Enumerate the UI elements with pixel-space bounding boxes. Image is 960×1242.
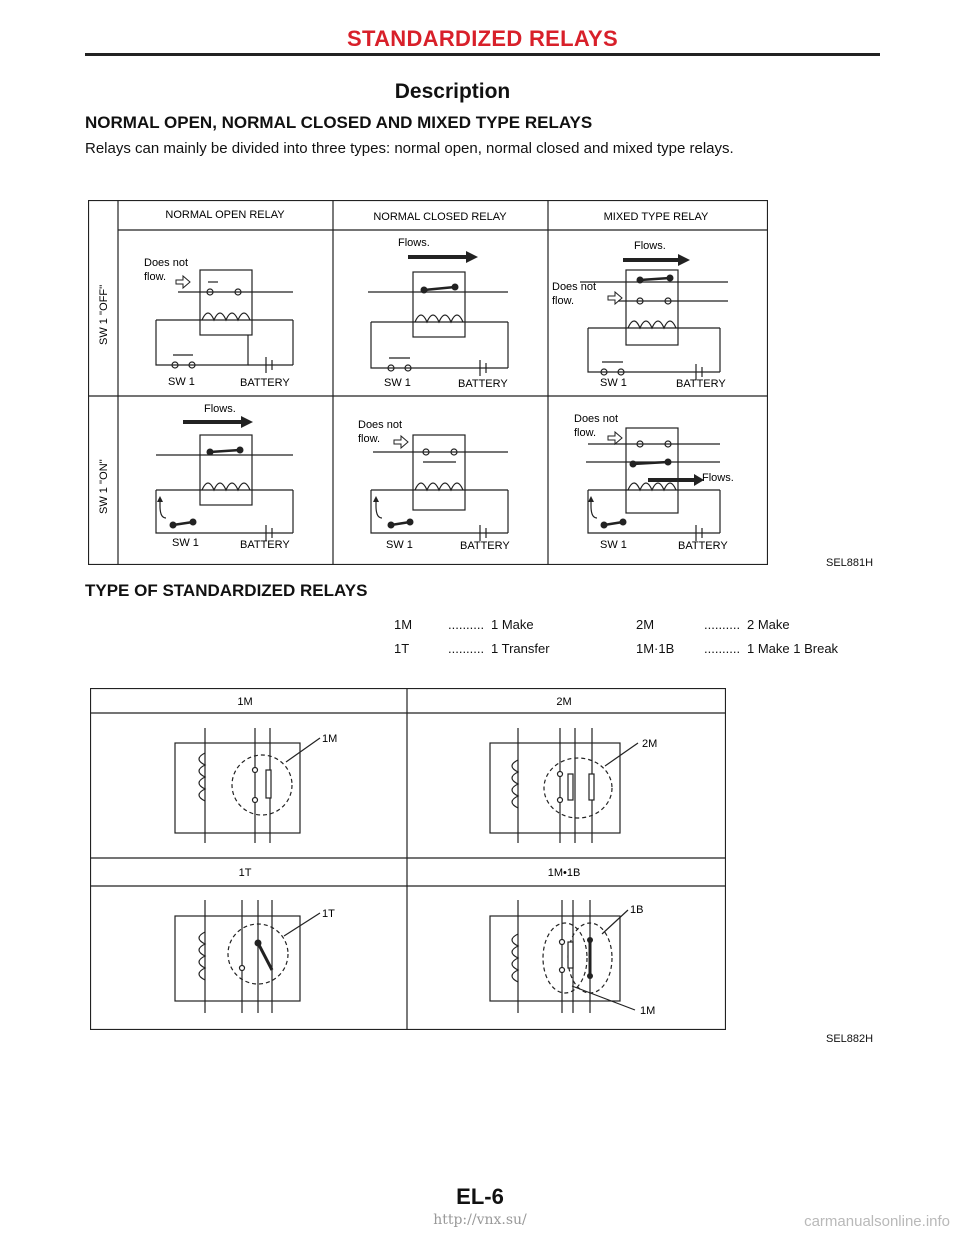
standardized-relays-figure — [90, 688, 726, 1030]
svg-text:BATTERY: BATTERY — [460, 540, 510, 552]
cell-1m-label: 1M — [237, 696, 253, 708]
header-rule — [85, 53, 880, 56]
svg-text:SW 1: SW 1 — [600, 539, 627, 551]
cell-1t-label: 1T — [238, 867, 252, 879]
svg-text:flow.: flow. — [552, 295, 575, 307]
svg-text:Flows.: Flows. — [398, 237, 430, 249]
svg-text:BATTERY: BATTERY — [676, 378, 726, 390]
svg-text:1M: 1M — [322, 733, 338, 745]
svg-text:SW 1: SW 1 — [168, 376, 195, 388]
svg-text:1B: 1B — [630, 904, 644, 916]
cell-1m1b-label: 1M•1B — [547, 867, 581, 879]
relay-types-figure — [88, 200, 768, 565]
svg-text:SW 1: SW 1 — [384, 377, 411, 389]
svg-text:1T: 1T — [322, 908, 335, 920]
col-normal-open: NORMAL OPEN RELAY — [165, 209, 285, 221]
col-mixed: MIXED TYPE RELAY — [603, 211, 709, 223]
svg-text:SW 1: SW 1 — [600, 377, 627, 389]
svg-text:flow.: flow. — [358, 433, 381, 445]
svg-text:1M: 1M — [640, 1005, 656, 1017]
svg-text:SW 1: SW 1 — [386, 539, 413, 551]
page-number: EL-6 — [456, 1184, 504, 1209]
col-normal-closed: NORMAL CLOSED RELAY — [373, 211, 507, 223]
section-title: STANDARDIZED RELAYS — [347, 26, 618, 51]
svg-text:Flows.: Flows. — [702, 472, 734, 484]
svg-text:flow.: flow. — [574, 427, 597, 439]
row-sw-on: SW 1 ''ON'' — [98, 459, 110, 514]
svg-text:Does not: Does not — [574, 413, 619, 425]
figure-code-1: SEL881H — [826, 557, 874, 569]
description-body: Relays can mainly be divided into three types: normal open, normal closed and mixed type relays. — [85, 140, 734, 157]
watermark: carmanualsonline.info — [804, 1213, 950, 1230]
figure-code-2: SEL882H — [826, 1033, 874, 1045]
source-url[interactable]: http://vnx.su/ — [433, 1212, 527, 1228]
svg-text:BATTERY: BATTERY — [458, 378, 508, 390]
svg-text:BATTERY: BATTERY — [240, 539, 290, 551]
description-heading: Description — [394, 80, 511, 103]
svg-text:BATTERY: BATTERY — [240, 377, 290, 389]
cell-2m-label: 2M — [556, 696, 572, 708]
svg-text:flow.: flow. — [144, 271, 167, 283]
svg-text:Flows.: Flows. — [634, 240, 666, 252]
row-sw-off: SW 1 ''OFF'' — [98, 284, 110, 345]
relay-types-subheading: NORMAL OPEN, NORMAL CLOSED AND MIXED TYPE RELAYS — [85, 113, 593, 132]
types-heading: TYPE OF STANDARDIZED RELAYS — [85, 581, 368, 600]
svg-text:2M: 2M — [642, 738, 658, 750]
svg-text:Flows.: Flows. — [204, 403, 236, 415]
svg-text:Does not: Does not — [358, 419, 403, 431]
svg-text:Does not: Does not — [144, 257, 189, 269]
svg-text:SW 1: SW 1 — [172, 537, 199, 549]
svg-text:Does not: Does not — [552, 281, 597, 293]
svg-text:BATTERY: BATTERY — [678, 540, 728, 552]
